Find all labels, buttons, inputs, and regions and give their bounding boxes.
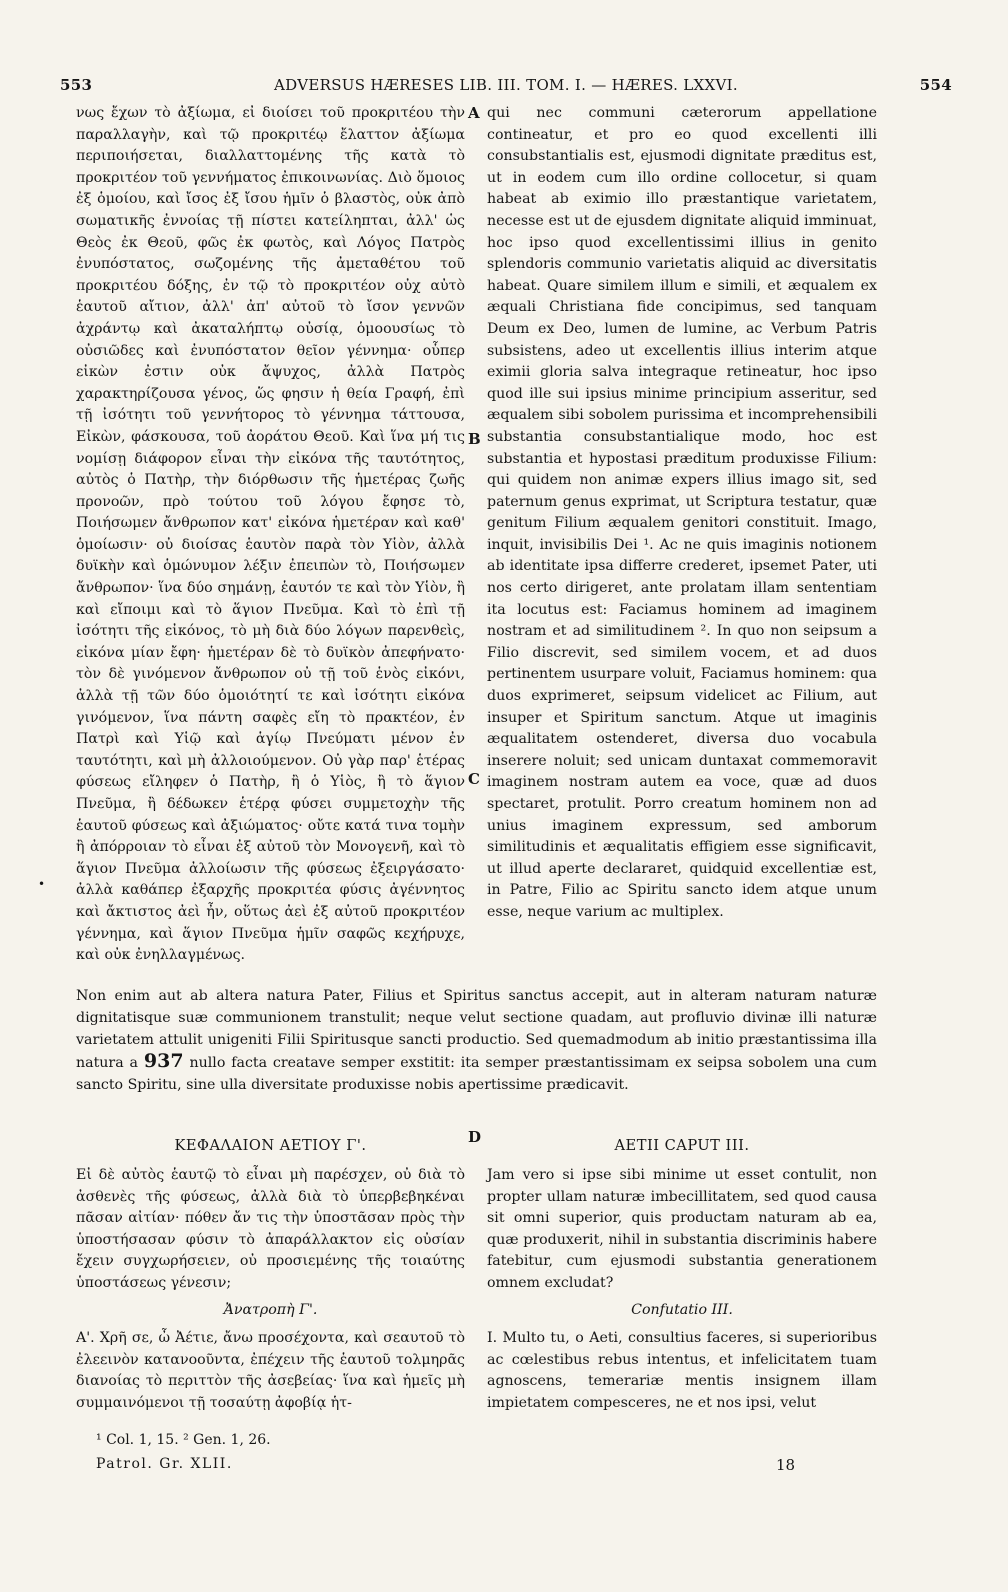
printer-signature: Patrol. Gr. XLII. bbox=[96, 1456, 233, 1472]
latin-refutation-heading: Confutatio III. bbox=[631, 1302, 733, 1318]
section-marker-b: B bbox=[468, 430, 481, 448]
greek-refutation-heading: Ἀνατροπὴ Γ'. bbox=[223, 1302, 318, 1318]
greek-chapter-text bbox=[76, 1165, 465, 1295]
footnotes: ¹ Col. 1, 15. ² Gen. 1, 26. bbox=[96, 1432, 271, 1448]
latin-chapter-heading: AETII CAPUT III. bbox=[614, 1137, 750, 1154]
greek-refutation-text bbox=[76, 1328, 465, 1414]
full-text-before: Non enim aut ab altera natura Pater, Filius et Spiritus sanctus accepit, aut in alteram naturam naturæ dignitatisque suæ communionem transtulit; neque velut sectione quadam, aut profluvio divinæ illi naturæ varietatem attulit unigeniti Filii Spiritusque sancti productio. Sed quemadmodum ab initio præstantissima illa natura a bbox=[76, 988, 877, 1072]
greek-refutation-paragraph: Α'. Χρῆ σε, ὦ Ἀέτιε, ἄνω προσέχοντα, καὶ σεαυτοῦ τὸ ἐλεεινὸν κατανοοῦντα, ἐπέχειν τῆς ἑαυτοῦ τολμηρᾶς διανοίας τὸ περιττὸν τῆς ἀσεβείας· ἵνα καὶ ἡμεῖς μὴ συμμαινόμενοι τῇ τοσαύτῃ ἀφοβίᾳ ἡτ- bbox=[76, 1330, 465, 1411]
page-number-left: 553 bbox=[60, 76, 93, 94]
greek-chapter-heading: ΚΕΦΑΛΑΙΟΝ ΑΕΤΙΟΥ Γ'. bbox=[174, 1137, 367, 1154]
section-marker-a: A bbox=[468, 104, 480, 122]
section-marker-d: D bbox=[468, 1128, 482, 1146]
latin-column bbox=[487, 103, 877, 924]
migne-column-number: 937 bbox=[143, 1050, 184, 1073]
section-marker-c: C bbox=[468, 770, 480, 788]
full-text-after: nullo facta creatave semper exstitit: ita semper præstantissimam ex seipsa sobolem una cum sancto Spiritu, sine ulla diversitate produxisse nobis apertissime prædicavit. bbox=[76, 1055, 878, 1094]
latin-refutation-paragraph: I. Multo tu, o Aeti, consultius faceres, si superioribus ac cœlestibus rebus intentus, et infelicitatem tuam agnoscens, temerariæ mentis insignem illam impietatem compesceres, ne et nos ipsi, velut bbox=[487, 1330, 877, 1411]
greek-column bbox=[76, 103, 465, 967]
full-width-latin-paragraph bbox=[76, 986, 877, 1097]
latin-chapter-paragraph: Jam vero si ipse sibi minime ut esset contulit, non propter ullam naturæ imbecillitatem, sed quod causa sit omni superior, quis productam naturam ab ea, quæ produxerit, nihil in substantia discriminis habere fatebitur, cum ejusmodi substantia generationem omnem excludat? bbox=[487, 1167, 877, 1291]
running-header bbox=[60, 76, 952, 98]
latin-refutation-text bbox=[487, 1328, 877, 1414]
latin-chapter-text bbox=[487, 1165, 877, 1295]
running-title: ADVERSUS HÆRESES LIB. III. TOM. I. — HÆRES. LXXVI. bbox=[274, 76, 738, 94]
greek-chapter-paragraph: Εἰ δὲ αὐτὸς ἑαυτῷ τὸ εἶναι μὴ παρέσχεν, οὐ διὰ τὸ ἀσθενὲς τῆς φύσεως, ἀλλὰ διὰ τὸ ὑπερβεβηκέναι πᾶσαν αἰτίαν· πόθεν ἄν τις τὴν ὑποστᾶσαν πρὸς τὴν ὑποστήσασαν φύσιν τὸ ἀπαράλλακτον εἰς οὐσίαν ἔχειν συγχωρήσειεν, οὐ προσιεμένης τῆς τοιαύτης ὑποστάσεως γένεσιν; bbox=[76, 1167, 465, 1291]
page-number-right: 554 bbox=[919, 76, 952, 94]
signature-number: 18 bbox=[776, 1456, 796, 1474]
greek-paragraph: νως ἔχων τὸ ἀξίωμα, εἰ διοίσει τοῦ προκριτέου τὴν παραλλαγὴν, καὶ τῷ προκριτέῳ ἔλαττον ἀξίωμα περιποιήσεται, διαλλαττομένης τῆς κατὰ τὸ προκριτέον τοῦ γεννήματος ἐπικοινωνίας. Διὸ ὅμοιος ἐξ ὁμοίου, καὶ ἴσος ἐξ ἴσου ἡμῖν ὁ βλαστὸς, οὐκ ἀπὸ σωματικῆς ἐννοίας τῇ πίστει κατείληπται, ἀλλ' ὡς Θεὸς ἐκ Θεοῦ, φῶς ἐκ φωτὸς, καὶ Λόγος Πατρὸς ἐνυπόστατος, σωζομένης τῆς ἀμεταθέτου τοῦ προκριτέου δόξης, ἐν τῷ τὸ προκριτέον οὐχ αὐτὸ ἑαυτοῦ αἴτιον, ἀλλ' ἀπ' αὐτοῦ τὸ ἴσον γεννῶν ἀχράντῳ καὶ ἀκαταλήπτῳ οὐσίᾳ, ὁμοουσίως τὸ οὐσιῶδες καὶ ἐνυπόστατον θεῖον γέννημα· οὗπερ εἰκὼν ἐστιν οὐκ ἄψυχος, ἀλλὰ Πατρὸς χαρακτηρίζουσα γένος, ὥς φησιν ἡ θεία Γραφή, ἐπὶ τῇ ἰσότητι τοῦ γεννήτορος τὸ γέννημα τάττουσα, Εἰκὼν, φάσκουσα, τοῦ ἀοράτου Θεοῦ. Καὶ ἵνα μή τις νομίσῃ διάφορον εἶναι τὴν εἰκόνα τῆς ταυτότητος, αὐτὸς ὁ Πατὴρ, τὴν διόρθωσιν τῆς ἡμετέρας ζωῆς προνοῶν, πρὸ τούτου τοῦ λόγου ἔφησε τὸ, Ποιήσωμεν ἄνθρωπον κατ' εἰκόνα ἡμετέραν καὶ καθ' ὁμοίωσιν· οὐ διοίσας ἑαυτὸν παρὰ τὸν Υἱὸν, ἀλλὰ δυϊκὴν καὶ ὁμώνυμον λέξιν ἐπειπὼν τὸ, Ποιήσωμεν ἄνθρωπον· ἵνα δύο σημάνῃ, ἑαυτόν τε καὶ τὸν Υἱὸν, ἢ καὶ εἴποιμι καὶ τὸ ἅγιον Πνεῦμα. Καὶ τὸ ἐπὶ τῇ ἰσότητι τῆς εἰκόνος, τὸ μὴ διὰ δύο λόγων παρενθεὶς, εἰκόνα μίαν ἔφη· ἡμετέραν δὲ τὸ δυϊκὸν ἀπεφήνατο· τὸν δὲ γινόμενον ἄνθρωπον οὐ τῇ τοῦ ἑνὸς εἰκόνι, ἀλλὰ τῇ τῶν δύο ὁμοιότητί τε καὶ ἰσότητι εἰκόνα γινόμενον, ἵνα πάντη σαφὲς εἴη τὸ πρακτέον, ἐν Πατρὶ καὶ Υἱῷ καὶ ἁγίῳ Πνεύματι μένον ἐν ταυτότητι, καὶ μὴ ἀλλοιούμενον. Οὐ γὰρ παρ' ἑτέρας φύσεως εἴληφεν ὁ Πατὴρ, ἢ ὁ Υἱὸς, ἢ τὸ ἅγιον Πνεῦμα, ἢ δέδωκεν ἑτέρᾳ φύσει συμμετοχὴν τῆς ἑαυτοῦ φύσεως καὶ ἀξιώματος· οὔτε κατά τινα τομὴν ἢ ἀπόρροιαν τὸ εἶναι ἐξ αὐτοῦ τὸν Μονογενῆ, καὶ τὸ ἅγιον Πνεῦμα ἀλλοίωσιν τῆς φύσεως ἐξειργάσατο· ἀλλὰ καθάπερ ἐξαρχῆς προκριτέα φύσις ἀγέννητος καὶ ἄκτιστος ἀεὶ ἦν, οὕτως ἀεὶ ἐξ αὐτοῦ προκριτέον γέννημα, καὶ ἅγιον Πνεῦμα ἡμῖν σαφῶς κεχήρυχε, καὶ οὐκ ἐνηλλαγμένως. bbox=[76, 105, 465, 964]
margin-bullet: • bbox=[38, 877, 46, 891]
latin-paragraph: qui nec communi cæterorum appellatione contineatur, et pro eo quod excellenti illi consubstantialis est, ejusmodi dignitate præditus est, ut in eodem cum illo ordine collocetur, si quam habeat ab eximio illo præstantique varietatem, necesse est ut de ejusdem dignitate aliquid imminuat, hoc ipso quod excellentissimi illius in genito splendoris communio varietatis aliquid ac diversitatis habeat. Quare similem illum e simili, et æqualem ex æquali Christiana fide concipimus, sed tanquam Deum ex Deo, lumen de lumine, ac Verbum Patris subsistens, adeo ut excellentis illius interim atque eximii gloria salva integraque retineatur, hoc ipso quod ille sui ipsius minime principium asseritur, sed æqualem sibi sobolem purissima et incomprehensibili substantia consubstantialique modo, hoc est substantia et hypostasi præditum produxisse Filium: qui quidem non animæ expers illius imago sit, sed paternum genus exprimat, ut Scriptura testatur, quæ genitum Filium æqualem genitori constituit. Imago, inquit, invisibilis Dei ¹. Ac ne quis imaginis notionem ab identitate ipsa differre crederet, ipsemet Pater, uti nos certo dirigeret, ante prolatam illam sententiam ita locutus est: Faciamus hominem ad imaginem nostram et ad similitudinem ². In quo non seipsum a Filio discrevit, sed similem vocem, et ad duos pertinentem usurpare voluit, Faciamus hominem: qua duos exprimeret, seipsum videlicet ac Filium, aut insuper et Spiritum sanctum. Atque ut imaginis æqualitatem ostenderet, diversa duo vocabula inserere noluit; sed unicam duntaxat commemoravit imaginem nostram autem ea voce, quæ ad duos spectaret, protulit. Porro creatum hominem non ad unius imaginem expressum, sed amborum similitudinis et æqualitatis effigiem esse significavit, ut illud aperte declararet, quidquid excellentiæ est, in Patre, Filio ac Spiritu sancto idem atque unum esse, neque varium ac multiplex. bbox=[487, 105, 877, 920]
